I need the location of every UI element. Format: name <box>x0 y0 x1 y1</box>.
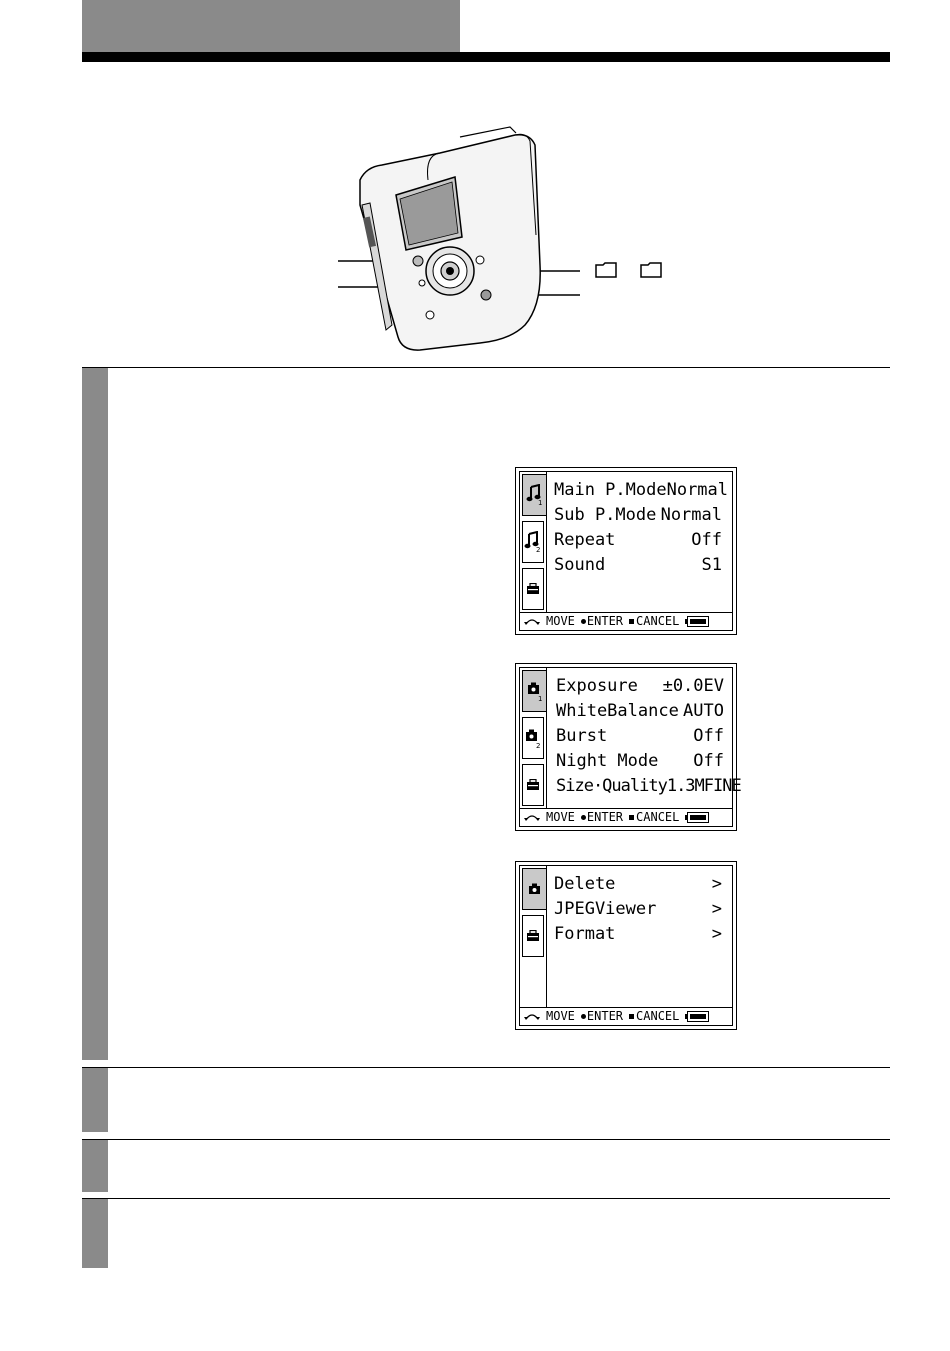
lcd-screen-tools <box>515 861 737 1030</box>
chevron-right-icon: > <box>711 924 722 944</box>
folder-icon <box>640 262 662 278</box>
lcd-tab-column <box>520 866 547 1007</box>
menu-label: WhiteBalance <box>556 701 679 721</box>
menu-label: JPEGViewer <box>554 899 657 919</box>
menu-label: Sub P.Mode <box>554 505 657 525</box>
tab-camera[interactable] <box>522 868 546 910</box>
enter-hint: ENTER <box>586 810 624 824</box>
section-divider <box>82 367 890 368</box>
menu-row[interactable] <box>554 478 729 503</box>
menu-label: Repeat <box>554 530 616 550</box>
chevron-right-icon: > <box>711 874 722 894</box>
lcd-footer <box>520 1007 732 1025</box>
menu-label: Night Mode <box>556 751 659 771</box>
menu-value: Normal <box>666 480 729 500</box>
step-marker-4 <box>82 1199 108 1268</box>
menu-row[interactable] <box>556 749 724 774</box>
menu-value: ±0.0EV <box>662 676 724 696</box>
camera-icon <box>524 727 542 749</box>
toolbox-icon <box>526 583 540 595</box>
enter-dot-icon <box>581 619 586 624</box>
menu-row[interactable] <box>556 674 724 699</box>
device-illustration <box>330 125 680 360</box>
tab-camera-2[interactable] <box>522 717 544 759</box>
lcd-screen-camera <box>515 663 741 831</box>
lcd-footer <box>520 808 732 826</box>
menu-label: Burst <box>556 726 608 746</box>
camera-icon <box>526 680 544 702</box>
step-marker-1 <box>82 368 108 1060</box>
menu-label: Main P.Mode <box>554 480 667 500</box>
enter-hint: ENTER <box>586 1009 624 1023</box>
menu-list <box>554 478 729 578</box>
menu-row[interactable] <box>554 897 722 922</box>
battery-icon <box>687 1011 709 1022</box>
menu-row[interactable] <box>556 774 741 799</box>
tab-toolbox[interactable] <box>522 915 544 957</box>
menu-value: 1.3MFINE <box>666 776 741 796</box>
tab-music-2[interactable] <box>522 521 544 563</box>
move-hint: MOVE <box>546 810 575 824</box>
menu-row[interactable] <box>554 922 722 947</box>
menu-row[interactable] <box>556 699 724 724</box>
cancel-hint: CANCEL <box>636 1009 680 1023</box>
lcd-screen-audio <box>515 467 737 635</box>
toolbox-icon <box>526 930 540 942</box>
tab-toolbox[interactable] <box>522 764 544 806</box>
menu-row[interactable] <box>554 553 722 578</box>
battery-icon <box>687 812 709 823</box>
rotate-arrow-icon <box>524 1012 540 1021</box>
menu-row[interactable] <box>554 528 722 553</box>
tab-toolbox[interactable] <box>522 568 544 610</box>
move-hint: MOVE <box>546 614 575 628</box>
enter-dot-icon <box>581 815 586 820</box>
tab-sub-label: 1 <box>537 499 542 506</box>
menu-value: S1 <box>701 555 722 575</box>
menu-label: Sound <box>554 555 606 575</box>
step-marker-3 <box>82 1140 108 1192</box>
toolbox-icon <box>526 779 540 791</box>
menu-row[interactable] <box>556 724 724 749</box>
tab-sub-label: 2 <box>536 742 541 749</box>
rotate-arrow-icon <box>524 617 540 626</box>
step-marker-2 <box>82 1068 108 1132</box>
stop-square-icon <box>629 1014 634 1019</box>
tab-camera-1[interactable] <box>522 670 546 712</box>
menu-row[interactable] <box>554 872 722 897</box>
section-divider <box>82 1198 890 1199</box>
menu-value: AUTO <box>683 701 724 721</box>
menu-label: Format <box>554 924 616 944</box>
section-divider <box>82 1139 890 1140</box>
header-tab <box>82 0 460 52</box>
tab-music-1[interactable] <box>522 474 546 516</box>
menu-value: Off <box>693 751 724 771</box>
music-note-icon <box>524 531 542 553</box>
lcd-tab-column <box>520 472 547 612</box>
menu-label: Delete <box>554 874 616 894</box>
camera-icon <box>528 883 542 895</box>
enter-hint: ENTER <box>586 614 624 628</box>
header-rule <box>82 52 890 62</box>
lcd-footer <box>520 612 732 630</box>
enter-dot-icon <box>581 1014 586 1019</box>
cancel-hint: CANCEL <box>636 810 680 824</box>
menu-value: Off <box>693 726 724 746</box>
menu-list <box>556 674 741 799</box>
menu-label: Exposure <box>556 676 638 696</box>
rotate-arrow-icon <box>524 813 540 822</box>
menu-row[interactable] <box>554 503 722 528</box>
menu-value: Off <box>691 530 722 550</box>
tab-sub-label: 1 <box>537 695 542 702</box>
folder-icon <box>595 262 617 278</box>
menu-list <box>554 872 722 947</box>
menu-value: Normal <box>660 505 722 525</box>
section-divider <box>82 1067 890 1068</box>
tab-sub-label: 2 <box>536 546 541 553</box>
lcd-tab-column <box>520 668 547 808</box>
cancel-hint: CANCEL <box>636 614 680 628</box>
battery-icon <box>687 616 709 627</box>
chevron-right-icon: > <box>711 899 722 919</box>
stop-square-icon <box>629 815 634 820</box>
stop-square-icon <box>629 619 634 624</box>
menu-label: Size·Quality <box>556 776 667 796</box>
music-note-icon <box>526 484 544 506</box>
move-hint: MOVE <box>546 1009 575 1023</box>
